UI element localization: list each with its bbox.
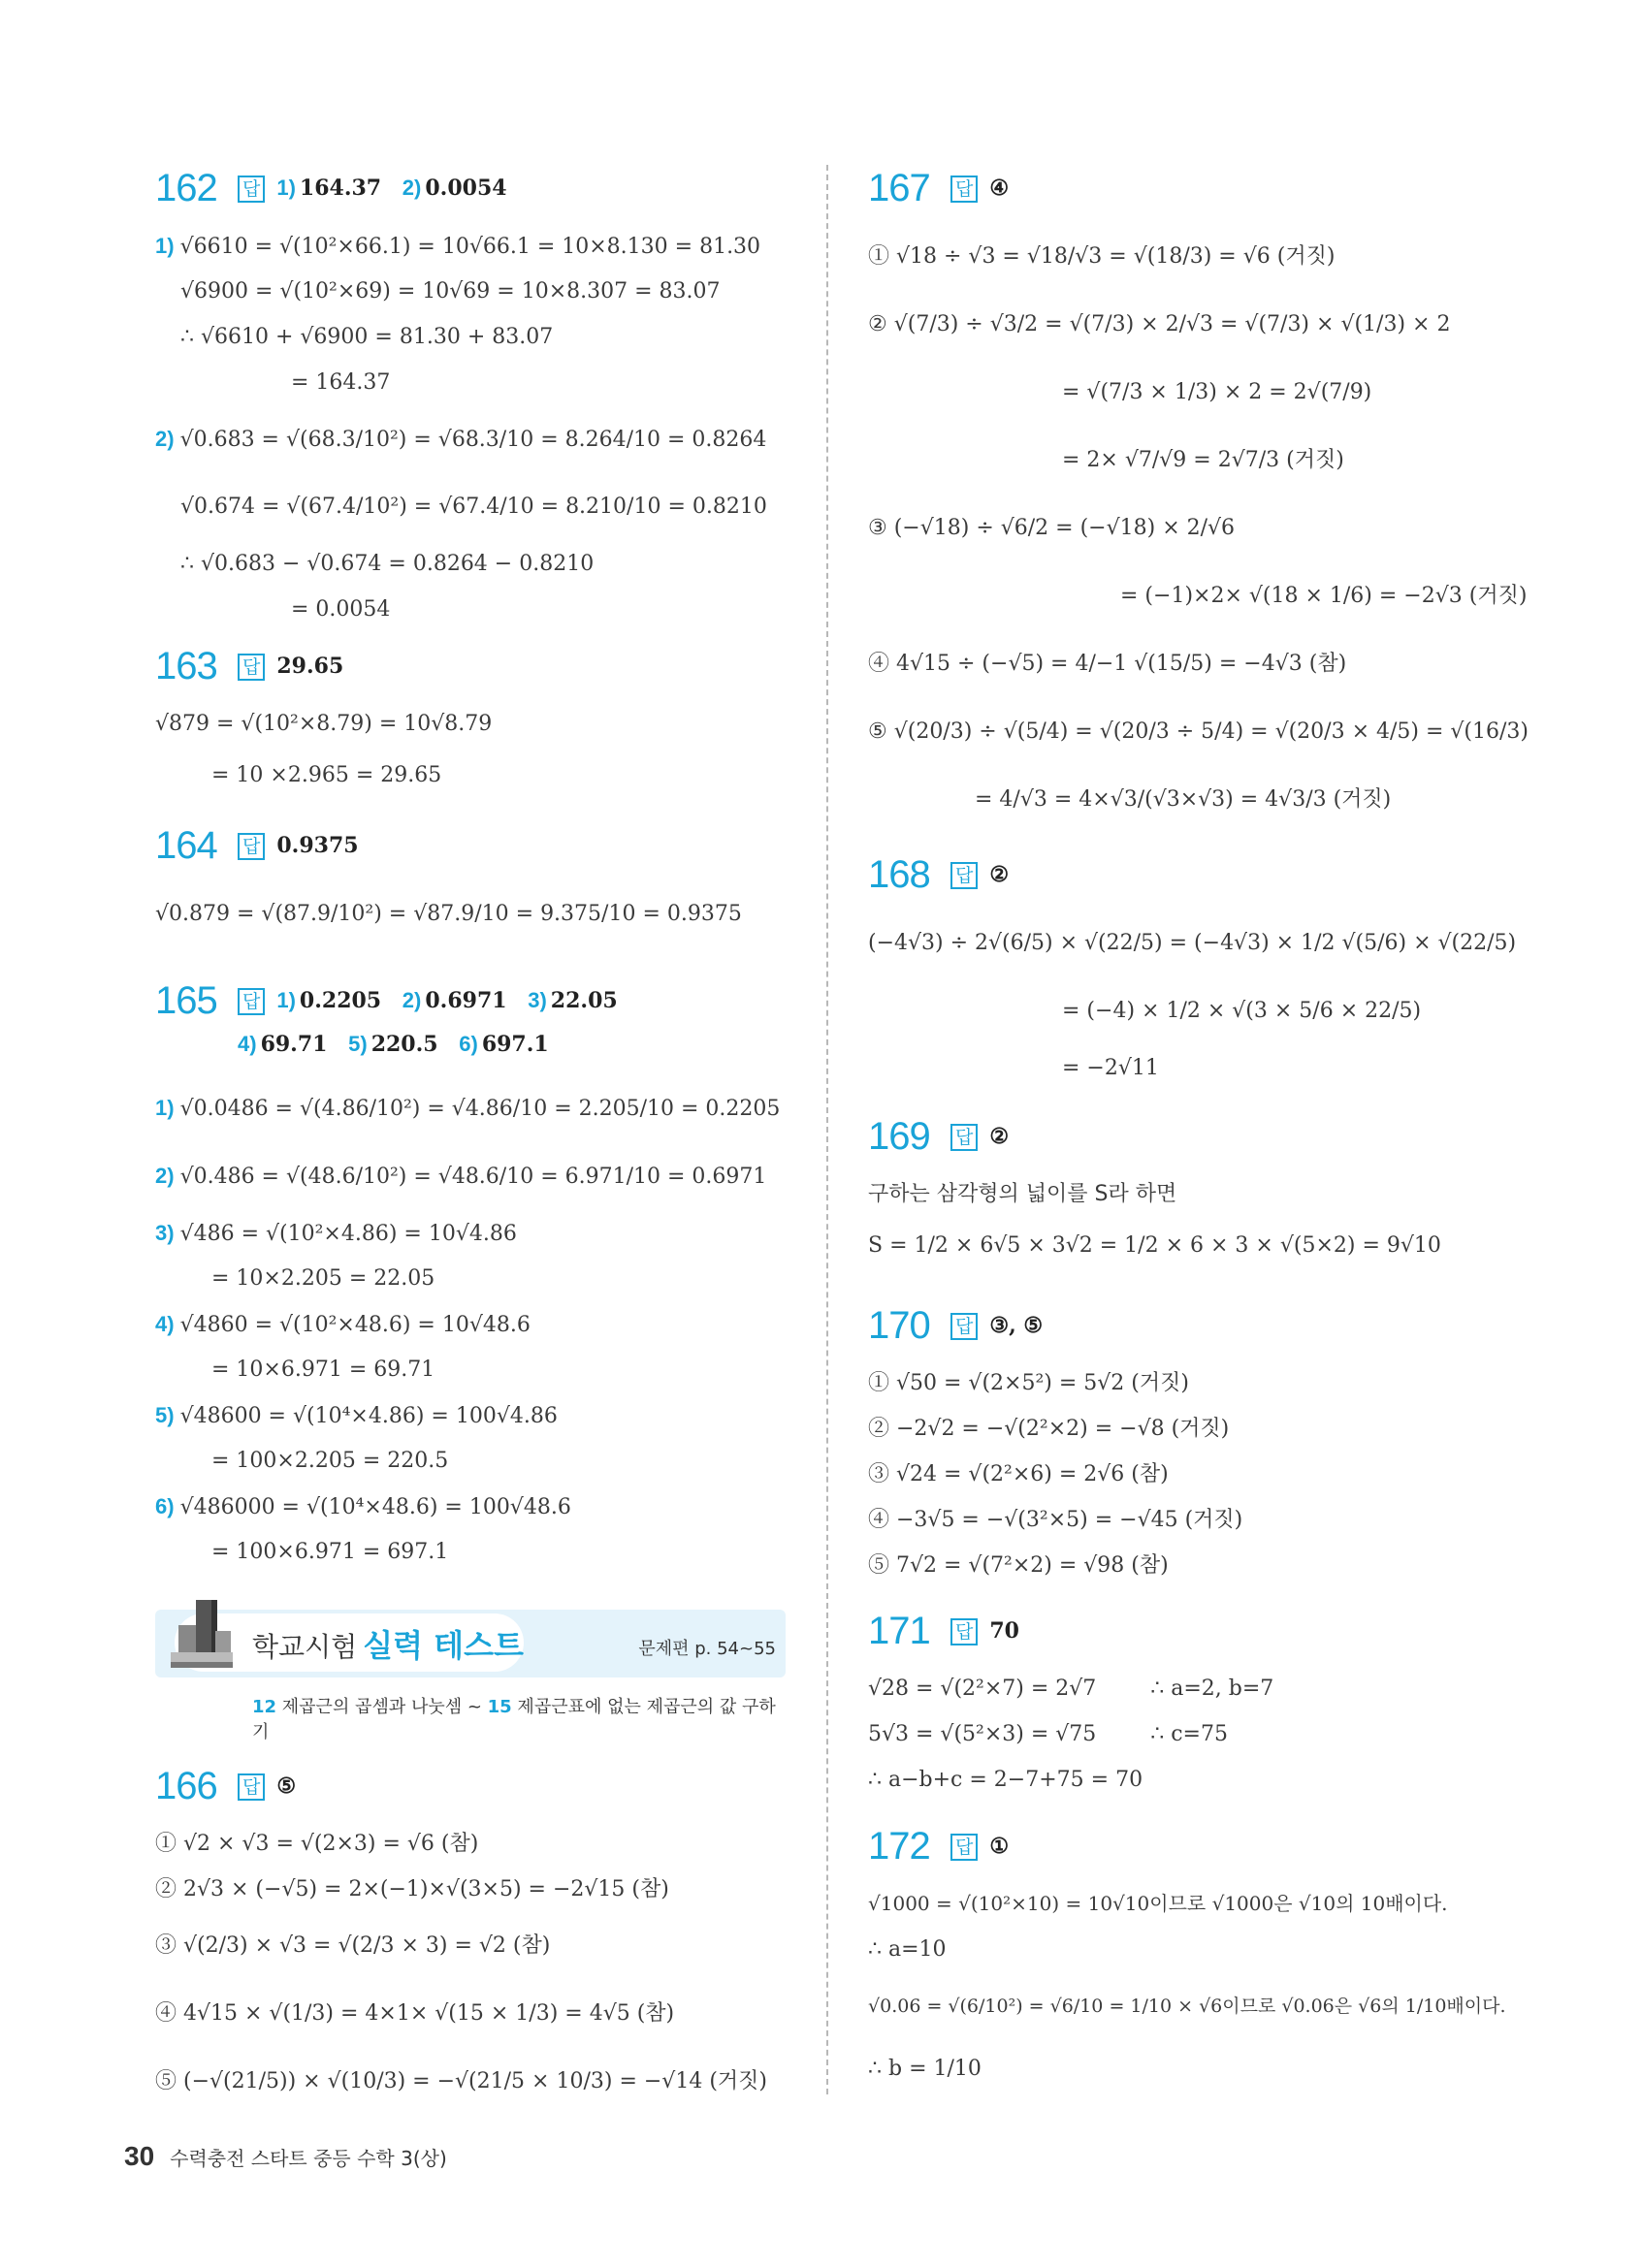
problem-168	[868, 853, 1528, 1091]
solution-text: ⑤ 7√2 = √(7²×2) = √98 (참)	[868, 1553, 1169, 1578]
solution-line	[868, 291, 1528, 359]
solution-line	[868, 223, 1528, 291]
solution-line	[155, 1821, 795, 1867]
solution-text: (−4√3) ÷ 2√(6/5) × √(22/5) = (−4√3) × 1/2 √(5/6) × √(22/5)	[868, 931, 1517, 955]
unit-number: 12	[252, 1697, 277, 1717]
solution-text: = (−4) × 1/2 × √(3 × 5/6 × 22/5)	[1062, 999, 1422, 1023]
problem-169	[868, 1115, 1528, 1275]
answer-value	[276, 176, 506, 201]
solution-text: ① √18 ÷ √3 = √18/√3 = √(18/3) = √6 (거짓)	[868, 244, 1336, 269]
answer-value: ④	[989, 176, 1010, 201]
solution-line	[155, 1392, 795, 1438]
problem-number: 164	[155, 824, 217, 867]
solution-text: ① √50 = √(2×5²) = 5√2 (거짓)	[868, 1371, 1189, 1395]
solution-text: ∴ a=10	[868, 1937, 947, 1962]
sub-tag: 4)	[155, 1312, 175, 1336]
solution-text: √879 = √(10²×8.79) = 10√8.79	[155, 712, 493, 736]
solution-text: ⑤ (−√(21/5)) × √(10/3) = −√(21/5 × 10/3) = −√14 (거짓)	[155, 2069, 767, 2093]
sub-tag: 2)	[155, 1164, 175, 1188]
problem-166	[155, 1765, 795, 2116]
solution-text: = √(7/3 × 1/3) × 2 = 2√(7/9)	[1062, 380, 1372, 404]
answer-index: 4)	[238, 1032, 257, 1056]
solution-text: √6900 = √(10²×69) = 10√69 = 10×8.307 = 83.07	[180, 279, 721, 303]
solution-line	[155, 747, 795, 805]
solution-line	[868, 766, 1528, 834]
solution-text: = 164.37	[291, 370, 391, 395]
problem-167	[868, 167, 1528, 834]
solution-line	[155, 2048, 795, 2116]
banner-title-highlight: 실력 테스트	[363, 1627, 524, 1664]
solution-line	[155, 1980, 795, 2048]
solution-line	[868, 698, 1528, 766]
solution-text: √0.0486 = √(4.86/10²) = √4.86/10 = 2.205/10 = 0.2205	[179, 1097, 781, 1121]
solution-text: √48600 = √(10⁴×4.86) = 100√4.86	[179, 1404, 558, 1428]
book-title: 수력충전 스타트 중등 수학 3(상)	[170, 2147, 447, 2170]
answer-label: 답	[238, 1773, 265, 1801]
banner-title	[252, 1621, 524, 1666]
solution-text: 구하는 삼각형의 넓이를 S라 하면	[868, 1182, 1177, 1206]
solution-line	[868, 562, 1528, 630]
answer-index: 6)	[459, 1032, 478, 1056]
answer-3: 22.05	[550, 988, 618, 1013]
solution-line	[155, 701, 795, 747]
solution-line	[868, 1045, 1528, 1091]
answer-6: 697.1	[481, 1032, 549, 1057]
answer-row-2	[238, 1032, 795, 1074]
answer-value: ②	[989, 1124, 1010, 1149]
answer-value: 0.9375	[276, 833, 359, 858]
problem-170	[868, 1304, 1528, 1588]
solution-text: √4860 = √(10²×48.6) = 10√48.6	[179, 1313, 531, 1337]
solution-line	[155, 1912, 795, 1980]
answer-value: ③, ⑤	[989, 1313, 1044, 1338]
problem-number: 172	[868, 1825, 930, 1868]
solution-line	[155, 223, 795, 269]
solution-line	[868, 1881, 1528, 1927]
solution-line	[155, 541, 795, 587]
banner-title-text: 학교시험	[252, 1631, 358, 1663]
solution-text: ② −2√2 = −√(2²×2) = −√8 (거짓)	[868, 1417, 1230, 1441]
answer-label: 답	[950, 1124, 978, 1151]
problem-162	[155, 167, 795, 632]
answer-1: 0.2205	[299, 988, 382, 1013]
solution-text: = −2√11	[1062, 1056, 1159, 1080]
solution-text: = (−1)×2× √(18 × 1/6) = −2√3 (거짓)	[1120, 584, 1528, 608]
answer-value	[238, 1032, 549, 1057]
solution-line	[155, 1484, 795, 1529]
solution-text: ① √2 × √3 = √(2×3) = √6 (참)	[155, 1832, 479, 1856]
problem-number: 163	[155, 645, 217, 687]
solution-line	[155, 1210, 795, 1256]
answer-value: 70	[989, 1618, 1019, 1644]
solution-text: ② √(7/3) ÷ √3/2 = √(7/3) × 2/√3 = √(7/3) × √(1/3) × 2	[868, 312, 1451, 336]
unit-number: 15	[487, 1697, 512, 1717]
problem-number: 162	[155, 167, 217, 209]
solution-line	[868, 495, 1528, 562]
solution-text: = 10×6.971 = 69.71	[211, 1358, 435, 1382]
solution-line	[155, 269, 795, 314]
solution-text: = 4/√3 = 4×√3/(√3×√3) = 4√3/3 (거짓)	[975, 787, 1392, 812]
solution-line	[868, 1543, 1528, 1588]
solution-text: √6610 = √(10²×66.1) = 10√66.1 = 10×8.130 = 81.30	[179, 235, 761, 259]
solution-line	[868, 1171, 1528, 1217]
solution-line	[155, 360, 795, 405]
problem-number: 171	[868, 1610, 930, 1652]
answer-5: 220.5	[370, 1032, 438, 1057]
problem-number: 167	[868, 167, 930, 209]
sub-tag: 6)	[155, 1494, 175, 1518]
sub-tag: 5)	[155, 1403, 175, 1427]
answer-index: 2)	[402, 176, 422, 200]
solution-line	[868, 427, 1528, 495]
solution-line	[868, 1497, 1528, 1543]
solution-line	[155, 1142, 795, 1210]
solution-text: √0.06 = √(6/10²) = √6/10 = 1/10 × √6이므로 √0.06은 √6의 1/10배이다.	[868, 1996, 1506, 2017]
solution-text: S = 1/2 × 6√5 × 3√2 = 1/2 × 6 × 3 × √(5×2) = 9√10	[868, 1233, 1441, 1258]
solution-text: √28 = √(2²×7) = 2√7 ∴ a=2, b=7	[868, 1677, 1274, 1701]
problem-171	[868, 1610, 1528, 1803]
answer-index: 3)	[528, 988, 547, 1012]
solution-line	[868, 2040, 1528, 2098]
solution-text: √1000 = √(10²×10) = 10√10이므로 √1000은 √10의 10배이다.	[868, 1892, 1448, 1915]
answer-label: 답	[238, 833, 265, 860]
solution-text: 5√3 = √(5²×3) = √75 ∴ c=75	[868, 1722, 1228, 1746]
solution-line	[868, 1217, 1528, 1275]
sub-tag: 1)	[155, 1096, 175, 1120]
solution-line	[155, 1347, 795, 1392]
solution-text: ④ 4√15 ÷ (−√5) = 4/−1 √(15/5) = −4√3 (참)	[868, 652, 1347, 676]
problem-163	[155, 645, 795, 805]
answer-index: 5)	[348, 1032, 368, 1056]
answer-value: 29.65	[276, 654, 344, 679]
solution-text: = 10 ×2.965 = 29.65	[211, 763, 442, 787]
sub-tag: 3)	[155, 1221, 175, 1245]
page-number: 30	[124, 2141, 155, 2171]
solution-line	[868, 359, 1528, 427]
solution-line	[155, 1529, 795, 1575]
solution-text: √0.674 = √(67.4/10²) = √67.4/10 = 8.210/10 = 0.8210	[180, 495, 767, 519]
solution-line	[868, 1757, 1528, 1803]
page-footer	[124, 2141, 447, 2172]
answer-4: 69.71	[260, 1032, 328, 1057]
problem-number: 170	[868, 1304, 930, 1347]
answer-index: 2)	[402, 988, 422, 1012]
solution-line	[868, 1666, 1528, 1711]
solution-text: √0.879 = √(87.9/10²) = √87.9/10 = 9.375/10 = 0.9375	[155, 902, 742, 926]
unit-text: 제곱근의 곱셈과 나눗셈 ~	[276, 1697, 488, 1717]
solution-line	[155, 880, 795, 948]
solution-text: √0.486 = √(48.6/10²) = √48.6/10 = 6.971/10 = 0.6971	[179, 1165, 767, 1189]
solution-text: = 10×2.205 = 22.05	[211, 1266, 435, 1291]
answer-value: ①	[989, 1834, 1010, 1859]
answer-2: 0.0054	[425, 176, 507, 201]
solution-text: ③ √24 = √(2²×6) = 2√6 (참)	[868, 1462, 1169, 1486]
answer-label: 답	[238, 988, 265, 1015]
problem-number: 166	[155, 1765, 217, 1807]
solution-text: √0.683 = √(68.3/10²) = √68.3/10 = 8.264/10 = 0.8264	[179, 428, 767, 452]
problem-number: 168	[868, 853, 930, 896]
solution-text: ∴ b = 1/10	[868, 2057, 982, 2081]
solution-line	[155, 473, 795, 541]
solution-line	[868, 1452, 1528, 1497]
solution-line	[868, 630, 1528, 698]
banner-page-ref: 문제편 p. 54~55	[638, 1639, 776, 1659]
problem-164	[155, 824, 795, 948]
problem-number: 165	[155, 979, 217, 1022]
column-divider	[826, 165, 828, 2094]
solution-line	[155, 1256, 795, 1301]
solution-line	[868, 1711, 1528, 1757]
solution-text: ④ −3√5 = −√(3²×5) = −√45 (거짓)	[868, 1508, 1243, 1532]
sub-tag: 1)	[155, 234, 175, 258]
answer-value: ②	[989, 862, 1010, 887]
solution-text: ∴ √0.683 − √0.674 = 0.8264 − 0.8210	[180, 552, 595, 576]
answer-label: 답	[950, 862, 978, 889]
solution-text: √486000 = √(10⁴×48.6) = 100√48.6	[179, 1495, 571, 1519]
problem-172	[868, 1825, 1528, 2098]
answer-index: 1)	[276, 176, 296, 200]
answer-label: 답	[238, 654, 265, 681]
solution-line	[868, 910, 1528, 977]
solution-text: √486 = √(10²×4.86) = 10√4.86	[179, 1222, 517, 1246]
problem-165	[155, 979, 795, 1575]
sub-tag: 2)	[155, 427, 175, 451]
solution-line	[155, 314, 795, 360]
solution-text: ⑤ √(20/3) ÷ √(5/4) = √(20/3 ÷ 5/4) = √(20/3 × 4/5) = √(16/3)	[868, 719, 1529, 744]
solution-line	[868, 1972, 1528, 2040]
answer-value	[276, 988, 617, 1013]
building-blocks-icon	[167, 1596, 235, 1674]
answer-1: 164.37	[299, 176, 382, 201]
solution-line	[155, 1438, 795, 1484]
solution-text: = 100×2.205 = 220.5	[211, 1449, 449, 1473]
answer-label: 답	[238, 176, 265, 203]
answer-index: 1)	[276, 988, 296, 1012]
answer-value: ⑤	[276, 1773, 297, 1799]
banner-subtitle	[252, 1693, 786, 1743]
solution-line	[868, 1927, 1528, 1972]
solution-line	[155, 1301, 795, 1347]
solution-line	[868, 977, 1528, 1045]
problem-number: 169	[868, 1115, 930, 1158]
solution-text: ④ 4√15 × √(1/3) = 4×1× √(15 × 1/3) = 4√5 (참)	[155, 2001, 675, 2026]
answer-2: 0.6971	[425, 988, 507, 1013]
solution-line	[155, 1074, 795, 1142]
solution-line	[868, 1406, 1528, 1452]
solution-line	[155, 587, 795, 632]
unit-text: 제곱근표에 없는 제곱근의 값 구하기	[252, 1697, 776, 1742]
solution-text: = 0.0054	[291, 597, 391, 622]
answer-label: 답	[950, 1313, 978, 1340]
answer-label: 답	[950, 1618, 978, 1645]
solution-text: = 2× √7/√9 = 2√7/3 (거짓)	[1062, 448, 1344, 472]
solution-line	[155, 405, 795, 473]
solution-text: ③ (−√18) ÷ √6/2 = (−√18) × 2/√6	[868, 516, 1236, 540]
answer-label: 답	[950, 1834, 978, 1861]
solution-text: ② 2√3 × (−√5) = 2×(−1)×√(3×5) = −2√15 (참)	[155, 1877, 669, 1901]
section-banner	[155, 1610, 786, 1742]
solution-text: ③ √(2/3) × √3 = √(2/3 × 3) = √2 (참)	[155, 1933, 551, 1958]
solution-text: ∴ √6610 + √6900 = 81.30 + 83.07	[180, 325, 554, 349]
solution-line	[868, 1360, 1528, 1406]
solution-text: ∴ a−b+c = 2−7+75 = 70	[868, 1768, 1143, 1792]
solution-line	[155, 1867, 795, 1912]
answer-label: 답	[950, 176, 978, 203]
solution-text: = 100×6.971 = 697.1	[211, 1540, 449, 1564]
